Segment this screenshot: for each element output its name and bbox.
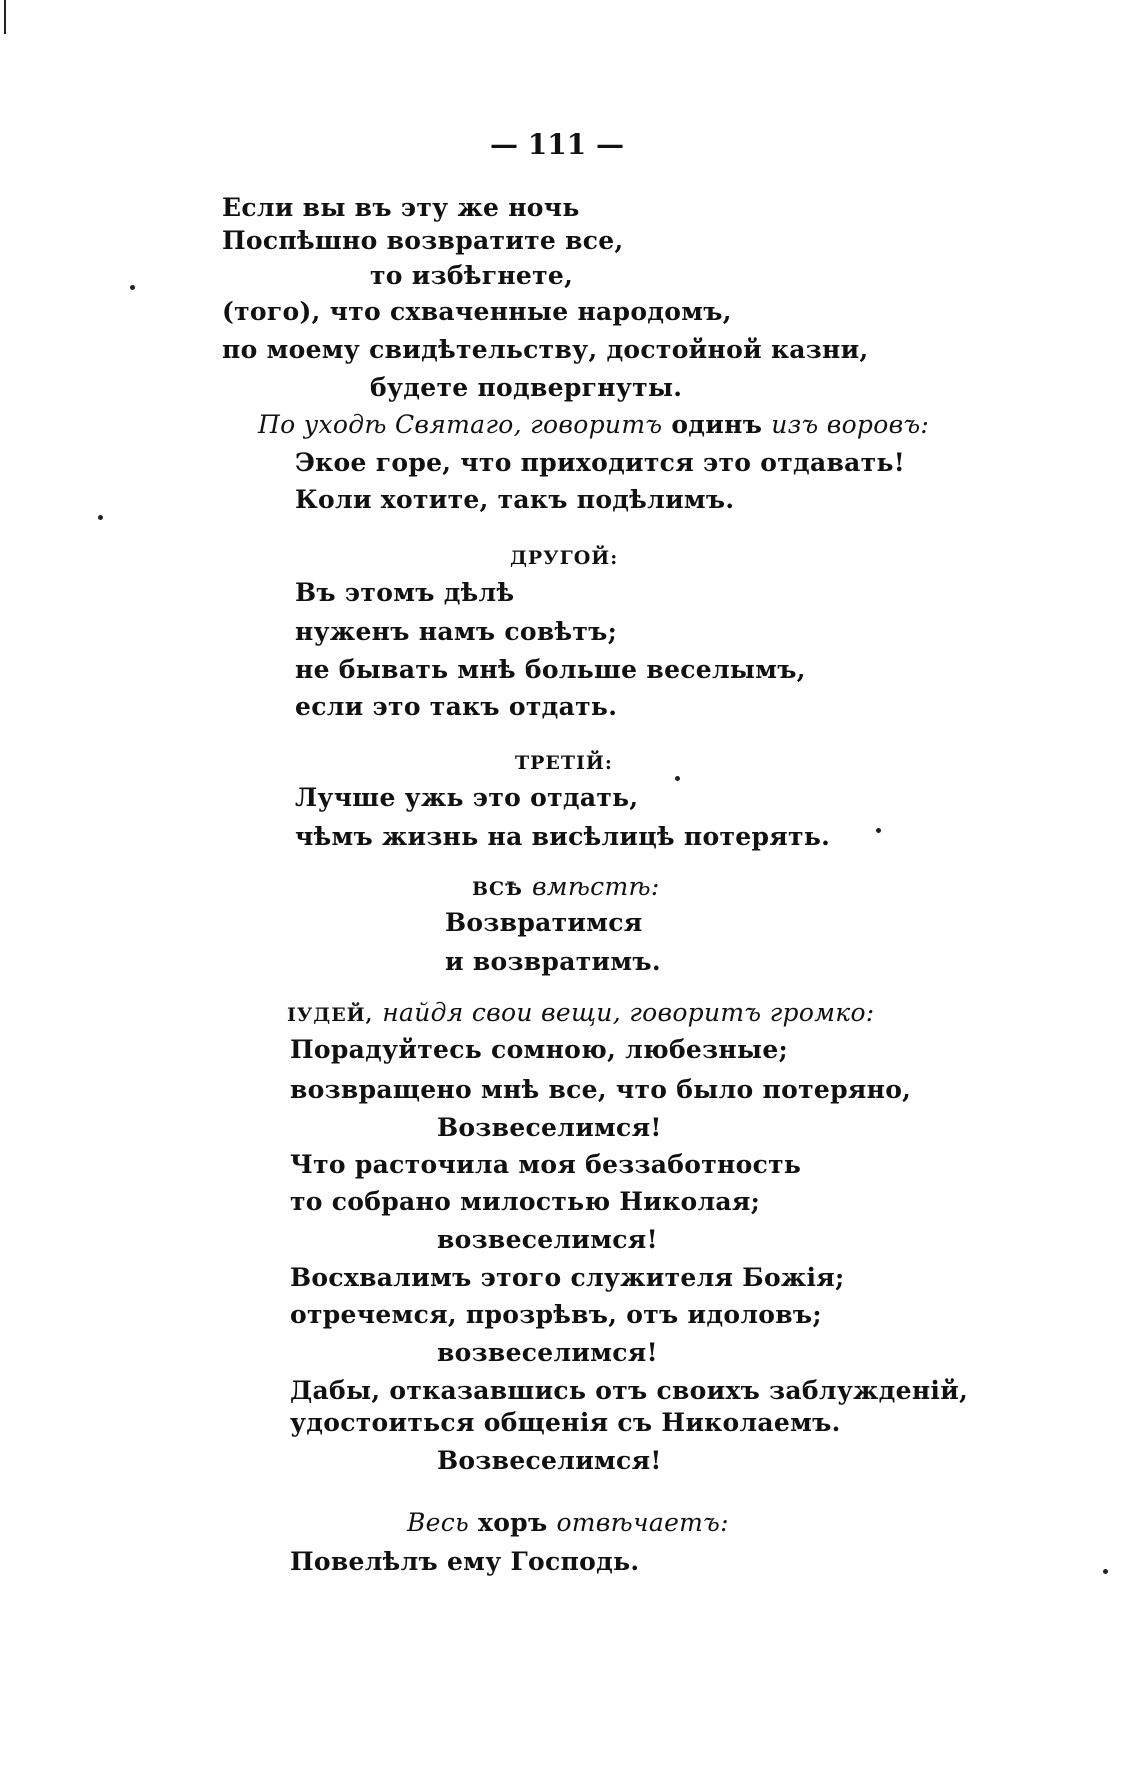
verse-line: Возвеселимся!	[437, 1446, 662, 1475]
verse-line: и возвратимъ.	[445, 947, 661, 976]
verse-line: то собрано милостью Николая;	[290, 1187, 761, 1216]
verse-line: отречемся, прозрѣвъ, отъ идоловъ;	[290, 1300, 822, 1329]
print-speck	[98, 515, 103, 520]
verse-line: Восхвалимъ этого служителя Божія;	[290, 1263, 845, 1292]
verse-line: Если вы въ эту же ночь	[222, 193, 580, 222]
stage-direction	[472, 872, 660, 904]
print-speck	[130, 285, 135, 290]
direction-italic: По уходѣ Святаго, говоритъ	[258, 410, 663, 439]
print-speck	[876, 828, 881, 833]
verse-line: (того), что схваченные народомъ,	[222, 297, 732, 326]
verse-line: возвеселимся!	[437, 1225, 658, 1254]
stage-direction	[258, 410, 929, 440]
verse-line: Повелѣлъ ему Господь.	[290, 1547, 640, 1576]
print-speck	[675, 776, 680, 781]
verse-line: Дабы, отказавшись отъ своихъ заблужденій,	[290, 1376, 969, 1405]
verse-line: Коли хотите, такъ подѣлимъ.	[295, 485, 735, 514]
verse-line: Лучше ужь это отдать,	[295, 783, 639, 812]
verse-line: Возвеселимся!	[437, 1113, 662, 1142]
verse-line: то избѣгнете,	[370, 261, 574, 290]
direction-roman: ВСѢ	[472, 878, 523, 900]
verse-line: по моему свидѣтельству, достойной казни,	[222, 335, 869, 364]
direction-roman: хоръ	[478, 1508, 548, 1537]
direction-italic: отвѣчаетъ:	[556, 1508, 729, 1537]
verse-line: Поспѣшно возвратите все,	[222, 226, 624, 255]
verse-line: Экое горе, что приходится это отдавать!	[295, 448, 905, 477]
verse-line: Порадуйтесь сомною, любезные;	[290, 1035, 789, 1064]
verse-line: будете подвергнуты.	[370, 373, 683, 402]
verse-line: Что расточила моя беззаботность	[290, 1150, 802, 1179]
page-edge-mark	[4, 0, 6, 34]
verse-line: если это такъ отдать.	[295, 692, 618, 721]
direction-roman: ІУДЕЙ,	[287, 1004, 374, 1026]
verse-line: возвеселимся!	[437, 1338, 658, 1367]
direction-italic: изъ воровъ:	[771, 410, 930, 439]
speaker-label: ДРУГОЙ:	[510, 547, 619, 569]
stage-direction	[407, 1508, 729, 1538]
direction-italic: Весь	[407, 1508, 469, 1537]
verse-line: Въ этомъ дѣлѣ	[295, 578, 515, 607]
page-number: — 111 —	[490, 128, 624, 161]
stage-direction	[287, 998, 875, 1030]
direction-italic: найдя свои вещи, говоритъ громко:	[382, 998, 875, 1027]
verse-line: нуженъ намъ совѣтъ;	[295, 617, 618, 646]
print-speck	[1103, 1569, 1108, 1574]
verse-line: Возвратимся	[445, 908, 643, 937]
verse-line: чѣмъ жизнь на висѣлицѣ потерять.	[295, 822, 831, 851]
direction-roman: одинъ	[671, 410, 763, 439]
verse-line: удостоиться общенія съ Николаемъ.	[290, 1408, 841, 1437]
verse-line: возвращено мнѣ все, что было потеряно,	[290, 1075, 912, 1104]
verse-line: не бывать мнѣ больше веселымъ,	[295, 655, 806, 684]
speaker-label: ТРЕТІЙ:	[515, 752, 613, 774]
direction-italic: вмѣстѣ:	[531, 872, 660, 901]
